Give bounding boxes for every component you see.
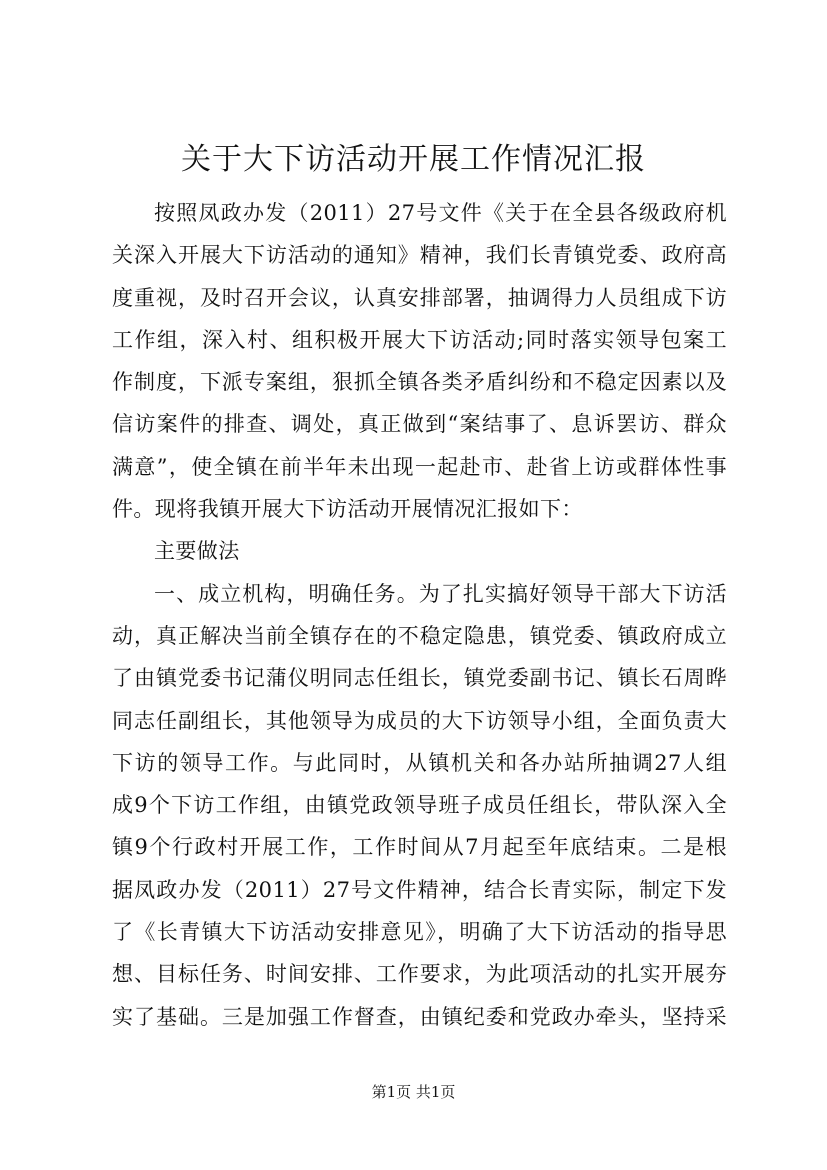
body-line: 成9个下访工作组，由镇党政领导班子成员任组长，带队深入全 (112, 793, 727, 818)
body-line: 想、目标任务、时间安排、工作要求，为此项活动的扎实开展夯 (112, 962, 727, 987)
body-line: 作制度，下派专案组，狠抓全镇各类矛盾纠纷和不稳定因素以及 (112, 370, 727, 395)
body-line: 下访的领导工作。与此同时，从镇机关和各办站所抽调27人组 (112, 750, 727, 775)
page-number-footer: 第1页 共1页 (371, 1083, 456, 1101)
body-line: 同志任副组长，其他领导为成员的大下访领导小组，全面负责大 (112, 708, 727, 733)
body-line: 实了基础。三是加强工作督查，由镇纪委和党政办牵头，坚持采 (112, 1004, 727, 1029)
body-line: 镇9个行政村开展工作，工作时间从7月起至年底结束。二是根 (112, 835, 727, 860)
section-heading: 主要做法 (154, 539, 240, 564)
body-line: 度重视，及时召开会议，认真安排部署，抽调得力人员组成下访 (112, 285, 727, 310)
body-line: 按照凤政办发（2011）27号文件《关于在全县各级政府机 (154, 201, 727, 225)
body-line: 关深入开展大下访活动的通知》精神，我们长青镇党委、政府高 (112, 243, 727, 268)
body-line: 了由镇党委书记蒲仪明同志任组长，镇党委副书记、镇长石周晔 (112, 666, 727, 691)
body-line: 信访案件的排查、调处，真正做到“案结事了、息诉罢访、群众 (112, 412, 727, 437)
document-body (112, 192, 727, 1038)
body-line: 工作组，深入村、组积极开展大下访活动;同时落实领导包案工 (112, 327, 727, 352)
body-line: 件。现将我镇开展大下访活动开展情况汇报如下： (112, 497, 583, 522)
body-line: 了《长青镇大下访活动安排意见》，明确了大下访活动的指导思 (112, 920, 727, 945)
document-title: 关于大下访活动开展工作情况汇报 (181, 142, 646, 177)
body-line: 满意”，使全镇在前半年未出现一起赴市、赴省上访或群体性事 (112, 454, 727, 479)
body-line: 动，真正解决当前全镇存在的不稳定隐患，镇党委、镇政府成立 (112, 623, 727, 648)
body-line: 据凤政办发（2011）27号文件精神，结合长青实际，制定下发 (112, 877, 727, 902)
body-line: 一、成立机构，明确任务。为了扎实搞好领导干部大下访活 (154, 581, 727, 606)
